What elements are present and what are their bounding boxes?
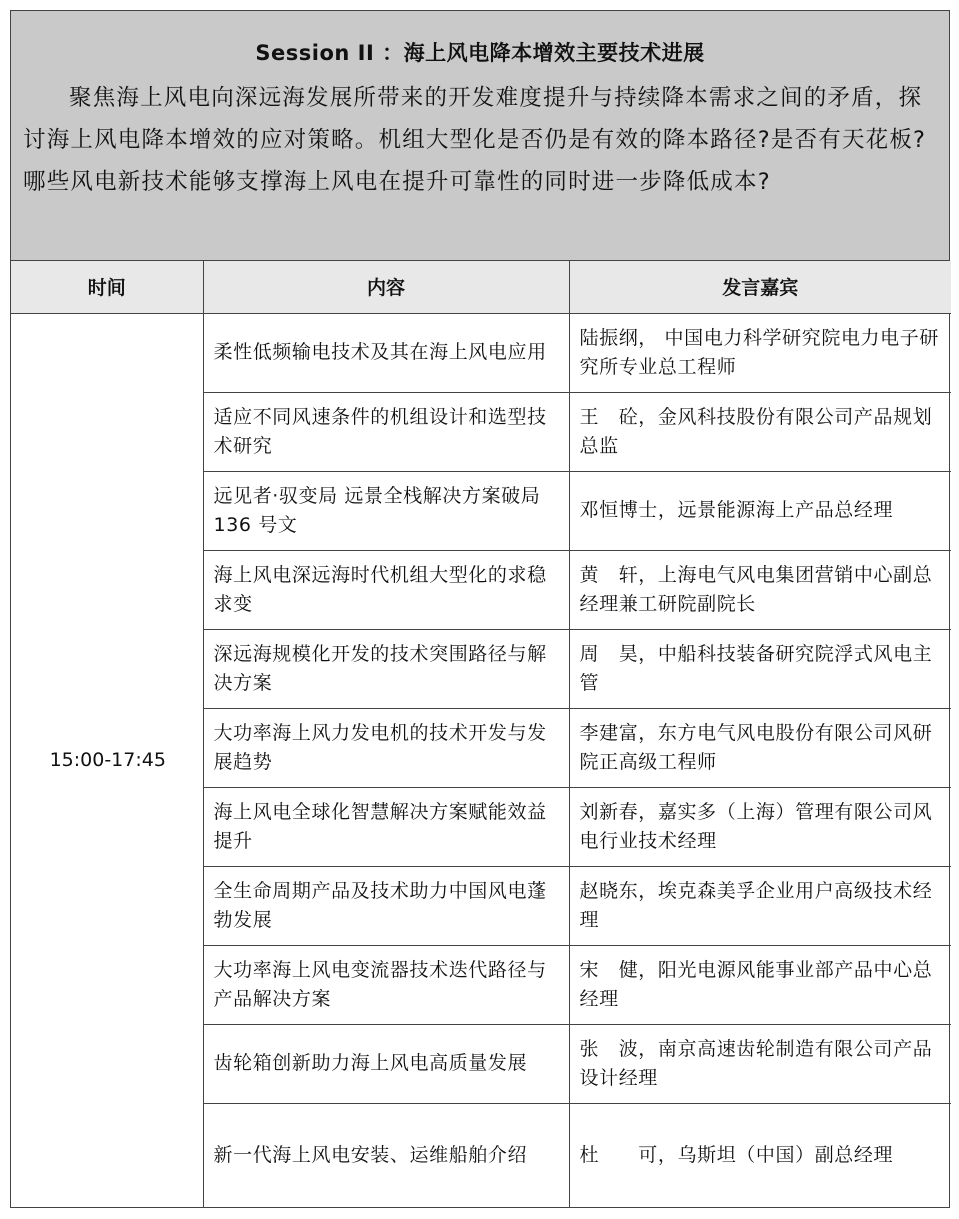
speaker-cell: 李建富，东方电气风电股份有限公司风研院正高级工程师 [569,708,951,787]
agenda-table [11,261,951,1208]
speaker-cell: 黄 轩，上海电气风电集团营销中心副总经理兼工研院副院长 [569,550,951,629]
speaker-cell: 周 昊，中船科技装备研究院浮式风电主管 [569,629,951,708]
speaker-cell: 张 波，南京高速齿轮制造有限公司产品设计经理 [569,1024,951,1103]
topic-cell: 齿轮箱创新助力海上风电高质量发展 [203,1024,569,1103]
topic-cell: 大功率海上风力发电机的技术开发与发展趋势 [203,708,569,787]
topic-cell: 海上风电深远海时代机组大型化的求稳求变 [203,550,569,629]
topic-cell: 全生命周期产品及技术助力中国风电蓬勃发展 [203,866,569,945]
topic-cell: 柔性低频输电技术及其在海上风电应用 [203,313,569,392]
topic-cell: 海上风电全球化智慧解决方案赋能效益提升 [203,787,569,866]
session-title: Session II ：海上风电降本增效主要技术进展 [255,41,705,65]
speaker-cell: 赵晓东，埃克森美孚企业用户高级技术经理 [569,866,951,945]
speaker-cell: 宋 健，阳光电源风能事业部产品中心总经理 [569,945,951,1024]
speaker-cell: 杜 可，乌斯坦（中国）副总经理 [569,1103,951,1207]
header-speaker: 发言嘉宾 [569,261,951,313]
header-time: 时间 [11,261,203,313]
topic-cell: 远见者·驭变局 远景全栈解决方案破局 136 号文 [203,471,569,550]
session-intro: 聚焦海上风电向深远海发展所带来的开发难度提升与持续降本需求之间的矛盾，探讨海上风电降本增效的应对策略。机组大型化是否仍是有效的降本路径?是否有天花板?哪些风电新技术能够支撑海上风电在提升可靠性的同时进一步降低成本? [23,85,927,195]
topic-cell: 深远海规模化开发的技术突围路径与解决方案 [203,629,569,708]
topic-cell: 大功率海上风电变流器技术迭代路径与产品解决方案 [203,945,569,1024]
speaker-cell: 刘新春，嘉实多（上海）管理有限公司风电行业技术经理 [569,787,951,866]
agenda-table-frame [10,10,950,1208]
speaker-cell: 王 砼，金风科技股份有限公司产品规划总监 [569,392,951,471]
speaker-cell: 陆振纲， 中国电力科学研究院电力电子研究所专业总工程师 [569,313,951,392]
session-header [11,11,949,261]
table-row [11,313,951,392]
table-header-row [11,261,951,313]
speaker-cell: 邓恒博士，远景能源海上产品总经理 [569,471,951,550]
header-content: 内容 [203,261,569,313]
time-cell: 15:00-17:45 [11,313,203,1207]
topic-cell: 适应不同风速条件的机组设计和选型技术研究 [203,392,569,471]
topic-cell: 新一代海上风电安装、运维船舶介绍 [203,1103,569,1207]
